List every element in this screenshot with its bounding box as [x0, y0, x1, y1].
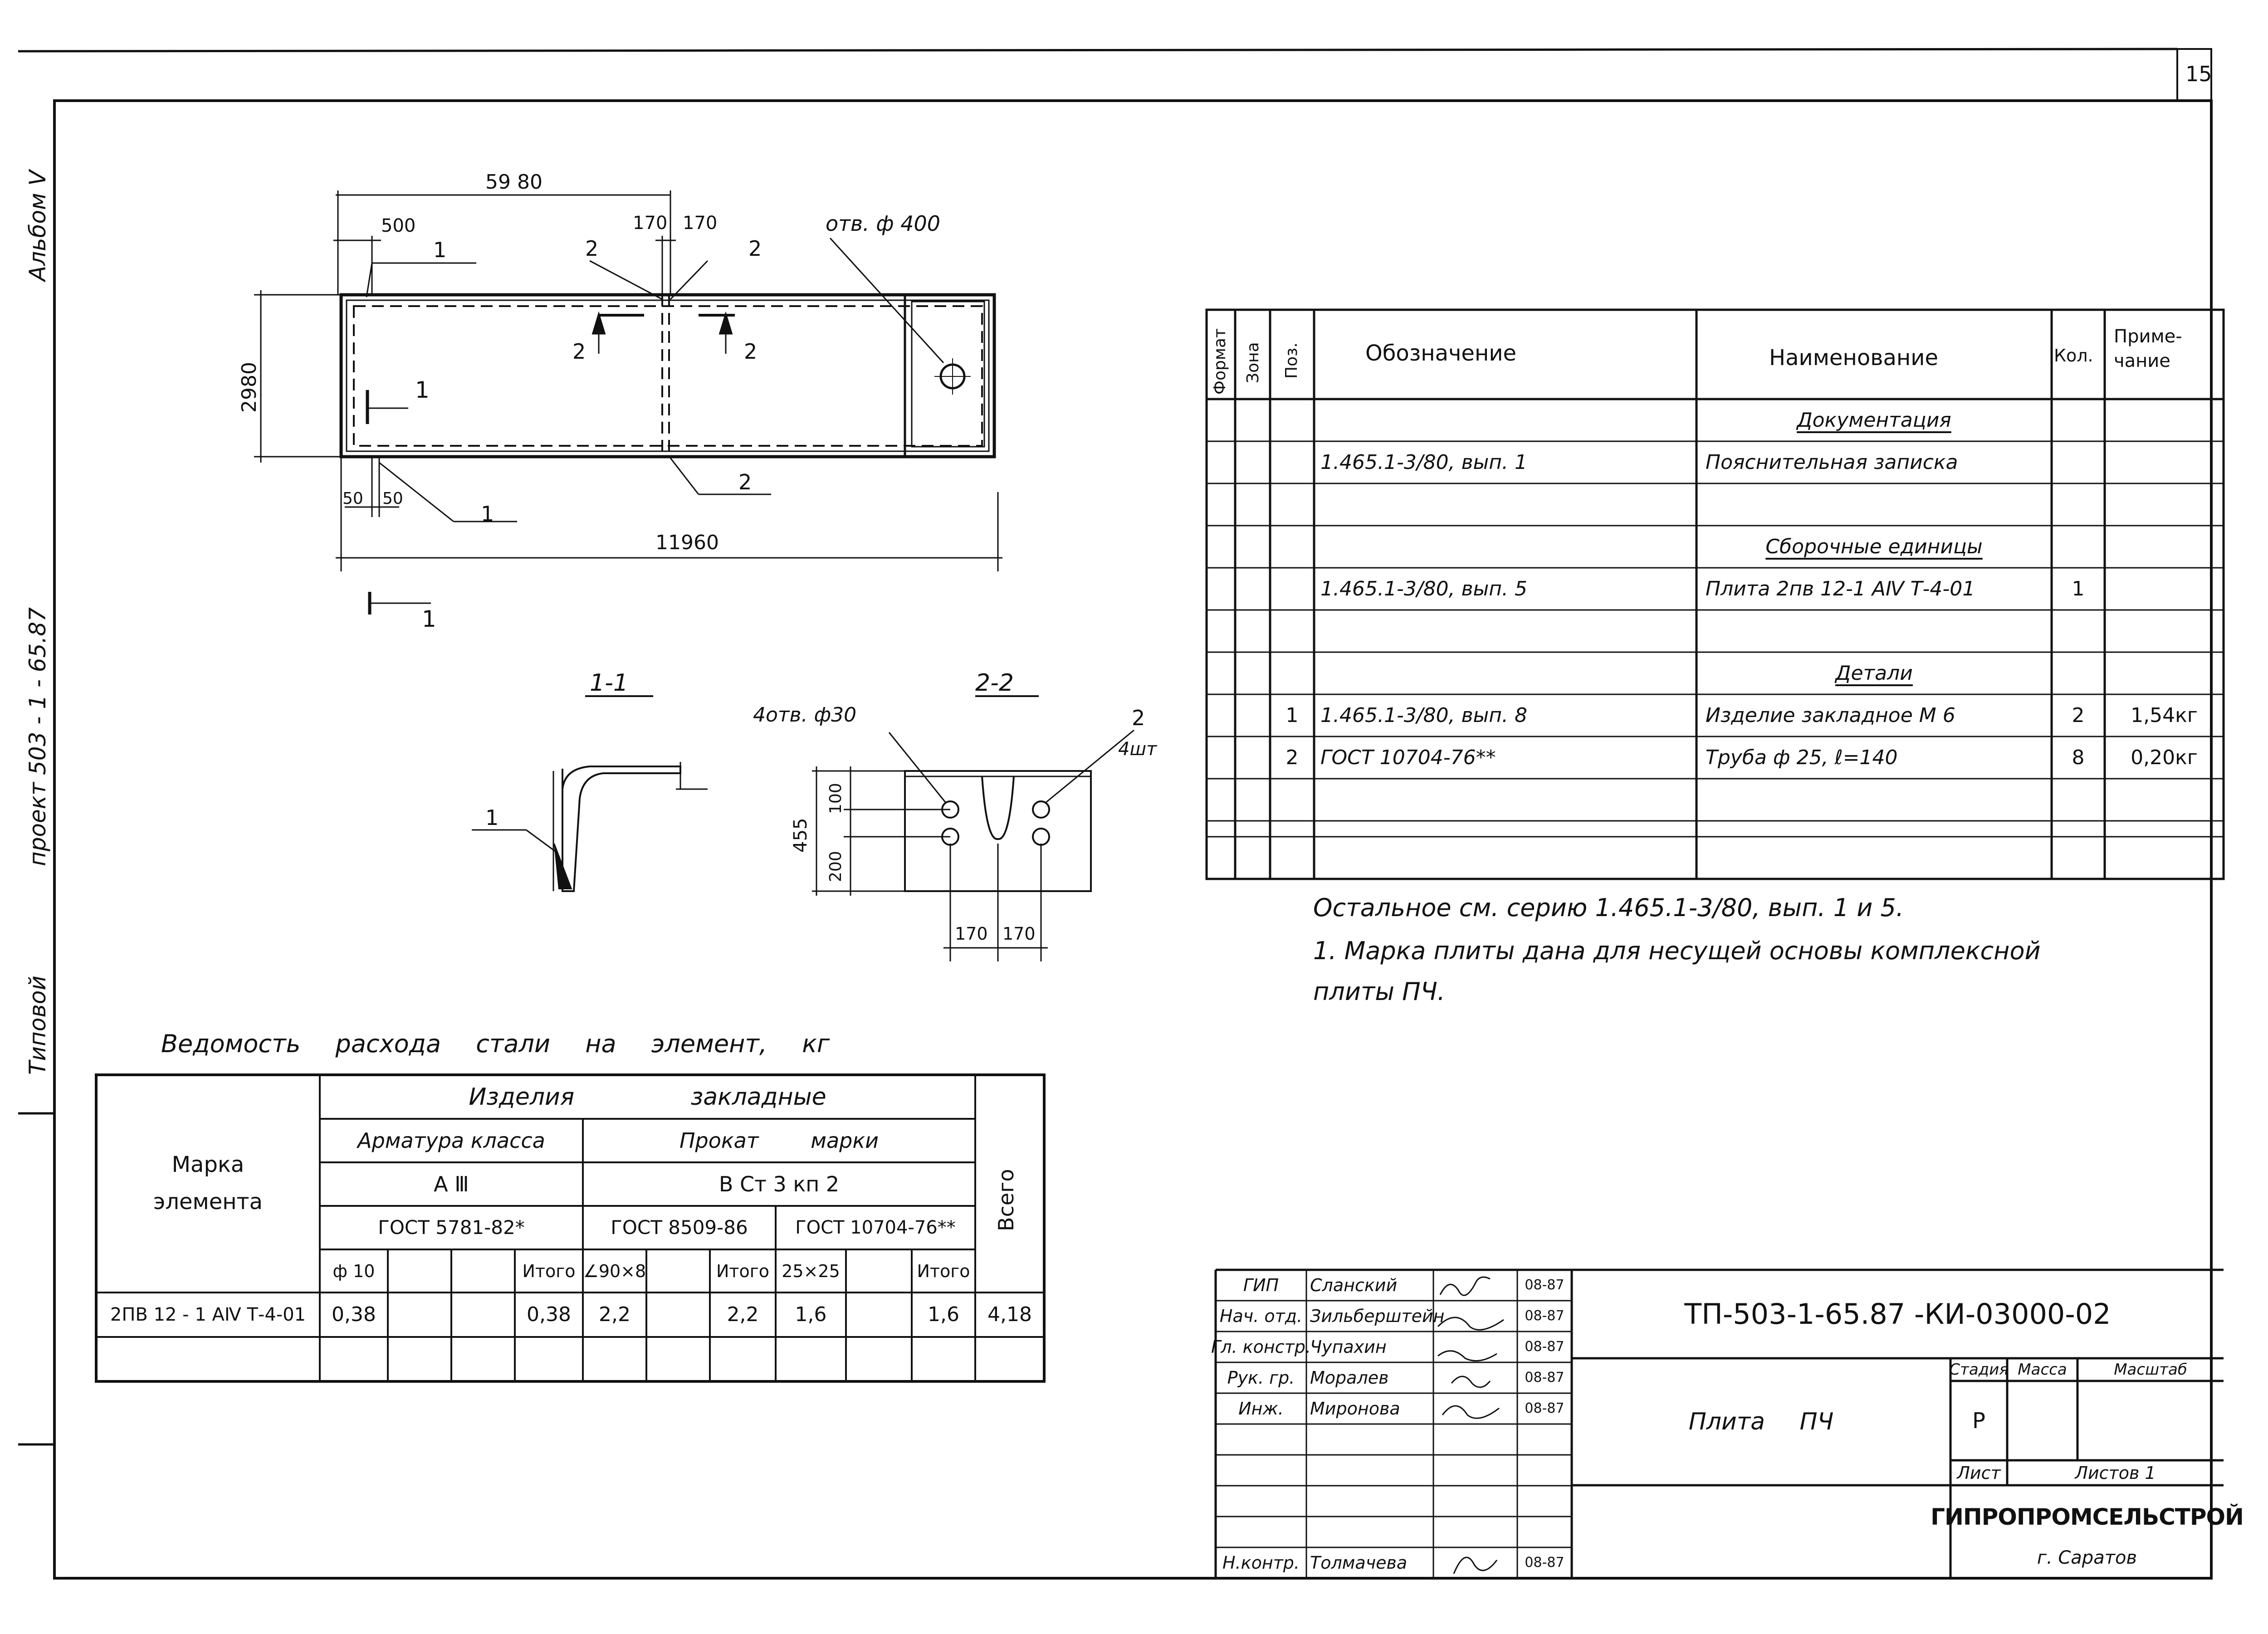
stamp-role: Н.контр. [1222, 1553, 1300, 1573]
spec-row-qty [2052, 610, 2105, 652]
spec-row-note [2105, 610, 2224, 652]
spec-header-note: Приме- чание [2114, 326, 2182, 371]
spec-row-pos: 2 [1286, 746, 1299, 769]
stamp-role: ГИП [1243, 1275, 1279, 1295]
spec-section-title: Детали [1835, 661, 1913, 685]
spec-header-zone: Зона [1244, 342, 1262, 383]
spec-row-designation: ГОСТ 10704-76** [1320, 746, 1496, 769]
spec-row-qty [2052, 399, 2105, 441]
spec-header-qty: Кол. [2054, 346, 2093, 366]
stamp-date [1517, 1517, 1572, 1547]
plan-dim-170b: 170 [683, 213, 718, 234]
side-project-label: проект 503 - 1 - 65.87 [24, 607, 51, 866]
stamp-name: Моралев [1310, 1368, 1389, 1388]
spec-row-pos [1270, 652, 1314, 694]
stamp-name: Сланский [1310, 1275, 1398, 1295]
section-2-2-dim-170b: 170 [1002, 924, 1036, 944]
plan-dim-500: 500 [381, 215, 416, 236]
spec-row-note [2105, 821, 2224, 863]
plan-cut-2-left: 2 [572, 339, 586, 364]
spec-row-name: Труба ф 25, ℓ=140 [1706, 746, 1898, 769]
spec-row-pos [1270, 610, 1314, 652]
stamp-name [1306, 1517, 1433, 1547]
steel-subheader: 25×25 [782, 1261, 840, 1281]
spec-row-pos: 1 [1286, 703, 1299, 727]
stamp-mass-header: Масса [2018, 1361, 2067, 1379]
steel-title: Ведомость расхода стали на элемент, кг [161, 1029, 830, 1058]
spec-row-note [2105, 526, 2224, 568]
steel-row-value [451, 1293, 515, 1337]
plan-dim-50b: 50 [382, 489, 403, 508]
spec-row-note [2105, 779, 2224, 821]
spec-row-name: Плита 2пв 12-1 АⅣ Т-4-01 [1706, 577, 1975, 600]
spec-row-name [1696, 821, 2052, 863]
steel-mark-header: Марка элемента [153, 1152, 263, 1215]
plan-callout-1-bottom: 1 [481, 502, 494, 526]
steel-subheader [388, 1249, 451, 1293]
stamp-date: 08-87 [1525, 1400, 1564, 1416]
spec-header-pos: Поз. [1282, 342, 1301, 379]
stamp-role: Гл. констр. [1211, 1337, 1311, 1357]
steel-row-total: 4,18 [987, 1303, 1032, 1326]
stamp-role [1216, 1424, 1306, 1455]
steel-row-value [646, 1293, 710, 1337]
side-type-label: Типовой [24, 976, 51, 1075]
spec-row-note: 1,54кг [2131, 703, 2198, 727]
section-2-2-holes: 4отв. ф30 [753, 703, 857, 727]
stamp-sheet-header: Лист [1957, 1463, 2001, 1483]
plan-dim-total-top: 59 80 [485, 171, 543, 194]
spec-row-pos [1270, 568, 1314, 610]
side-album-label: Альбом V [24, 170, 51, 281]
spec-row-name [1696, 483, 2052, 526]
spec-row-note: 0,20кг [2131, 746, 2198, 769]
steel-row-value: 1,6 [795, 1303, 827, 1326]
spec-header-name: Наименование [1769, 345, 1939, 371]
plan-callout-1-top: 1 [433, 238, 447, 262]
spec-row-note [2105, 441, 2224, 483]
spec-row-qty: 2 [2072, 703, 2085, 727]
section-2-2-dim-100: 100 [826, 783, 845, 814]
stamp-date: 08-87 [1525, 1555, 1564, 1571]
stamp-name [1306, 1455, 1433, 1486]
plan-dim-total-bottom: 11960 [655, 531, 719, 554]
steel-gost-2: ГОСТ 8509-86 [611, 1216, 748, 1239]
steel-subheader: Итого [917, 1261, 970, 1281]
steel-prokat-grade: В Ст 3 кп 2 [719, 1172, 840, 1196]
plan-callout-2-left: 2 [585, 236, 599, 261]
plan-cut-2-right: 2 [744, 339, 758, 364]
section-1-1-callout: 1 [485, 805, 499, 830]
stamp-name: Чупахин [1310, 1337, 1387, 1357]
spec-section-title: Документация [1797, 408, 1951, 432]
stamp-date: 08-87 [1525, 1370, 1564, 1385]
spec-row-pos [1270, 779, 1314, 821]
plan-cut-1-left: 1 [415, 377, 430, 403]
spec-row-designation: 1.465.1-3/80, вып. 8 [1320, 703, 1528, 727]
steel-row-value: 2,2 [727, 1303, 759, 1326]
steel-armature-header: Арматура класса [357, 1128, 545, 1153]
notes-line-2: 1. Марка плиты дана для несущей основы комплексной [1313, 937, 2041, 965]
steel-subheader [846, 1249, 912, 1293]
section-2-2-callout-qty: 4шт [1118, 739, 1157, 760]
spec-row-designation [1314, 483, 1696, 526]
spec-row-qty [2052, 652, 2105, 694]
spec-row-pos [1270, 821, 1314, 863]
plan-cut-1-bottom: 1 [422, 606, 436, 632]
spec-row-pos [1270, 399, 1314, 441]
spec-row-note [2105, 652, 2224, 694]
spec-row-designation: 1.465.1-3/80, вып. 5 [1320, 577, 1528, 600]
spec-row-designation: 1.465.1-3/80, вып. 1 [1320, 450, 1528, 474]
spec-row-qty [2052, 441, 2105, 483]
steel-row-value [846, 1293, 912, 1337]
steel-row-value [388, 1293, 451, 1337]
stamp-name: Миронова [1310, 1399, 1400, 1419]
plan-callout-2-right: 2 [748, 236, 762, 261]
spec-row-pos [1270, 483, 1314, 526]
spec-row-note [2105, 483, 2224, 526]
stamp-date [1517, 1455, 1572, 1486]
spec-row-designation [1314, 821, 1696, 863]
spec-row-qty [2052, 821, 2105, 863]
stamp-date: 08-87 [1525, 1308, 1564, 1324]
plan-dim-170a: 170 [633, 213, 668, 234]
spec-row-designation [1314, 652, 1696, 694]
stamp-org: ГИПРОПРОМСЕЛЬСТРОЙ [1931, 1504, 2244, 1530]
spec-row-name: Изделие закладное М 6 [1706, 703, 1955, 727]
spec-row-name [1696, 610, 2052, 652]
spec-row-name: Пояснительная записка [1706, 450, 1958, 474]
spec-row-designation [1314, 399, 1696, 441]
plan-callout-2-bottom: 2 [738, 470, 752, 494]
steel-subheader: Итого [522, 1261, 576, 1281]
spec-row-qty: 8 [2072, 746, 2085, 769]
section-2-2-dim-170a: 170 [955, 924, 988, 944]
section-2-2-dim-200: 200 [826, 851, 845, 882]
spec-row-qty: 1 [2072, 577, 2085, 600]
steel-row-value: 2,2 [599, 1303, 631, 1326]
steel-subheader [451, 1249, 515, 1293]
stamp-date: 08-87 [1525, 1339, 1564, 1355]
notes-line-1: Остальное см. серию 1.465.1-3/80, вып. 1 и 5. [1313, 893, 1904, 922]
plan-hole-label: отв. ф 400 [826, 211, 941, 236]
spec-header-designation: Обозначение [1365, 341, 1517, 366]
spec-row-note [2105, 399, 2224, 441]
spec-section-title: Сборочные единицы [1765, 535, 1983, 558]
stamp-name [1306, 1486, 1433, 1517]
stamp-scale-header: Масштаб [2114, 1361, 2187, 1379]
steel-armature-class: А Ⅲ [434, 1172, 469, 1196]
spec-row-qty [2052, 779, 2105, 821]
stamp-sheets-header: Листов 1 [2075, 1463, 2156, 1483]
section-2-2-title: 2-2 [975, 669, 1014, 697]
stamp-code: ТП-503-1-65.87 -КИ-03000-02 [1684, 1297, 2111, 1331]
sheet-number: 15 [2185, 62, 2212, 86]
spec-row-qty [2052, 483, 2105, 526]
spec-header-format: Формат [1211, 328, 1229, 395]
steel-subheader: ф 10 [332, 1261, 375, 1281]
stamp-role: Нач. отд. [1219, 1306, 1303, 1326]
stamp-role [1216, 1486, 1306, 1517]
stamp-role [1216, 1455, 1306, 1486]
steel-prokat-header: Прокат марки [679, 1128, 879, 1153]
steel-group-header: Изделия закладные [469, 1083, 826, 1111]
plan-dim-50a: 50 [342, 489, 363, 508]
section-1-1-title: 1-1 [590, 669, 628, 697]
steel-row-value: 0,38 [332, 1303, 376, 1326]
stamp-city: г. Саратов [2037, 1547, 2137, 1568]
steel-total-header: Всего [994, 1169, 1018, 1231]
steel-gost-3: ГОСТ 10704-76** [795, 1217, 956, 1238]
stamp-stage-header: Стадия [1949, 1361, 2009, 1379]
steel-subheader: ∠90×8 [583, 1261, 646, 1281]
steel-row-mark: 2ПВ 12 - 1 АⅣ Т-4-01 [110, 1304, 306, 1325]
stamp-role: Инж. [1238, 1399, 1284, 1419]
stamp-name: Толмачева [1310, 1553, 1408, 1573]
steel-row-value: 1,6 [928, 1303, 959, 1326]
spec-row-note [2105, 568, 2224, 610]
spec-row-pos [1270, 441, 1314, 483]
notes-line-3: плиты ПЧ. [1313, 977, 1445, 1006]
stamp-title: Плита ПЧ [1688, 1408, 1834, 1435]
stamp-date [1517, 1424, 1572, 1455]
steel-gost-1: ГОСТ 5781-82* [378, 1216, 525, 1239]
spec-row-pos [1270, 526, 1314, 568]
steel-row-value: 0,38 [527, 1303, 571, 1326]
section-2-2-callout-num: 2 [1132, 706, 1145, 730]
steel-subheader: Итого [716, 1261, 770, 1281]
spec-row-designation [1314, 610, 1696, 652]
stamp-role [1216, 1517, 1306, 1547]
plan-dim-height: 2980 [238, 362, 261, 413]
spec-row-designation [1314, 779, 1696, 821]
stamp-role: Рук. гр. [1227, 1368, 1295, 1388]
section-2-2-dim-455: 455 [790, 818, 811, 853]
steel-subheader [646, 1249, 710, 1293]
stamp-name [1306, 1424, 1433, 1455]
spec-row-qty [2052, 526, 2105, 568]
stamp-date [1517, 1486, 1572, 1517]
stamp-date: 08-87 [1525, 1277, 1564, 1293]
spec-row-name [1696, 779, 2052, 821]
stamp-name: Зильберштейн [1310, 1306, 1445, 1326]
spec-row-designation [1314, 526, 1696, 568]
stamp-stage-value: Р [1972, 1408, 1985, 1434]
